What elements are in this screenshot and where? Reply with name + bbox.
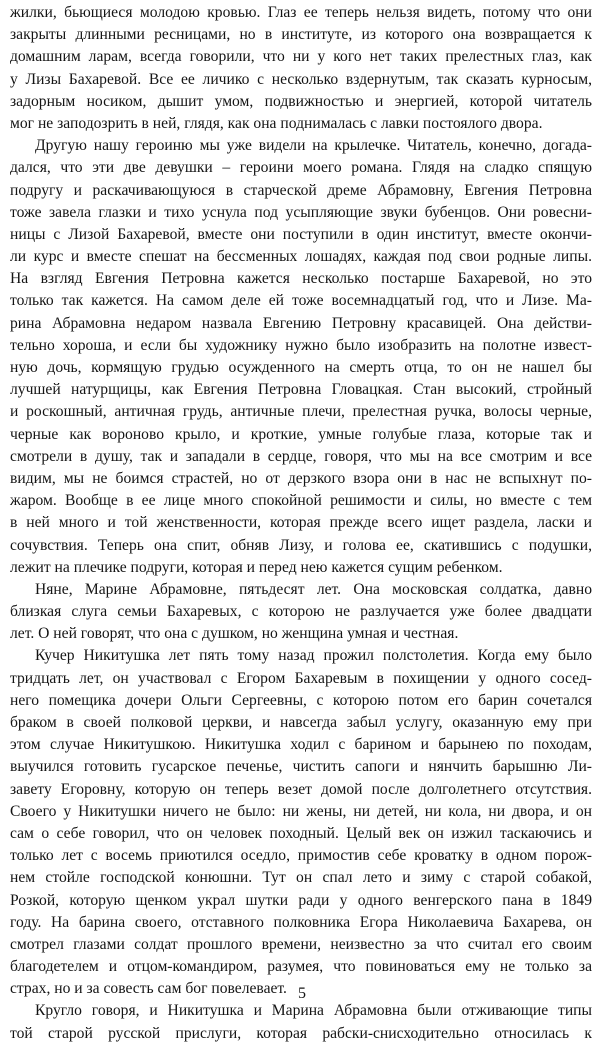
- text-line: завету Егоровну, которую он теперь везет домой после долголетнего отсутствия.: [10, 780, 592, 798]
- text-line: домашним ларам, всегда говорили, что ни у кого нет таких прелестных глаз, как: [10, 48, 592, 66]
- text-line: видим, мы не боимся страстей, но от дерзкого взора они в нас не вспыхнут по-: [10, 469, 592, 487]
- text-line: тоже завела глазки и тихо уснула под усыпляющие звуки бубенцов. Они ровесни-: [10, 203, 592, 221]
- text-line: тридцать лет, он участвовал с Егором Бахаревым в похищении у одного сосед-: [10, 669, 592, 687]
- text-line: той старой русской прислуги, которая рабски-снисходительно относилась к: [10, 1024, 592, 1042]
- text-line: На взгляд Евгения Петровна кажется несколько постарше Бахаревой, но это: [10, 270, 592, 288]
- paragraph: [10, 135, 592, 579]
- text-line: у Лизы Бахаревой. Все ее личико с несколько вздернутым, так сказать курносым,: [10, 70, 592, 88]
- text-line: смотрели в душу, так и западали в сердце, говоря, что мы на все смотрим и все: [10, 447, 592, 465]
- text-line: Няне, Марине Абрамовне, пятьдесят лет. Она московская солдатка, давно: [35, 580, 592, 598]
- text-line: Кучер Никитушка лет пять тому назад прожил полстолетия. Когда ему было: [35, 647, 592, 665]
- body-text: [10, 2, 592, 1045]
- text-line: задорным носиком, дышит умом, подвижностью и энергией, которой читатель: [10, 92, 592, 110]
- text-line: и роскошный, античная грудь, античные плечи, прелестная ручка, волосы черные,: [10, 403, 592, 421]
- text-line: ли курс и вместе спешат на бессменных лошадях, каждая под свои родные липы.: [10, 248, 592, 266]
- text-line: жаром. Вообще в ее лице много спокойной решимости и силы, но вместе с тем: [10, 492, 592, 510]
- page-number: 5: [298, 985, 306, 1002]
- text-line: только так кажется. На самом деле ей тоже восемнадцатый год, что и Лизе. Ма-: [10, 292, 592, 310]
- text-line: благодетелем и отцом-командиром, разумея, что повиноваться ему не только за: [10, 958, 592, 976]
- paragraph: [10, 579, 592, 646]
- text-line: черные как вороново крыло, и кроткие, умные голубые глаза, которые так и: [10, 425, 592, 443]
- text-line: году. На барина своего, отставного полковника Егора Николаевича Бахарева, он: [10, 913, 592, 931]
- text-line: рина Абрамовна недаром назвала Евгению Петровну красавицей. Она действи-: [10, 314, 592, 332]
- text-line: Другую нашу героиню мы уже видели на крылечке. Читатель, конечно, догада-: [35, 137, 592, 155]
- paragraph: [10, 645, 592, 1000]
- text-line: сочувствия. Теперь она спит, обняв Лизу, и голова ее, скатившись с подушки,: [10, 536, 592, 554]
- text-line: Розкой, которую щенком украл шутки ради у одного венгерского пана в 1849: [10, 891, 592, 909]
- text-line: в ней много и той женственности, которая прежде всего ищет раздела, ласки и: [10, 514, 592, 532]
- text-line: тельно хороша, и если бы художнику нужно было изобразить на полотне извест-: [10, 336, 592, 354]
- paragraph: [10, 1000, 592, 1044]
- text-line: мог не заподозрить в ней, глядя, как она поднималась с лавки постоялого двора.: [10, 114, 543, 132]
- text-line: нем стойле господской конюшни. Тут он спал лето и зиму с старой собакой,: [10, 869, 592, 887]
- text-line: дался, что эти две девушки – героини моего романа. Глядя на сладко спящую: [10, 159, 592, 177]
- text-line: закрыты длинными ресницами, но в институте, из которого она возвращается к: [10, 26, 592, 44]
- text-line: страх, но и за совесть сам бог повелевает.: [10, 980, 287, 998]
- text-line: браком в своей полковой церкви, и навсегда забыл услугу, оказанную ему при: [10, 714, 592, 731]
- text-line: лучшей натурщицы, как Евгения Петровна Гловацкая. Стан высокий, стройный: [10, 381, 592, 399]
- text-line: этом случае Никитушкою. Никитушка ходил с барином и барынею по походам,: [10, 736, 592, 754]
- text-line: лет. О ней говорят, что она с душком, но женщина умная и честная.: [10, 625, 459, 643]
- text-line: ную дочь, кормящую грудью осужденного на смерть отца, то он не нашел бы: [10, 359, 592, 376]
- text-line: близкая слуга семьи Бахаревых, с которою не разлучается уже более двадцати: [10, 603, 592, 621]
- text-line: только лет с восемь приютился оседло, примостив себе кроватку в одном порож-: [10, 847, 592, 865]
- text-line: него помещика дочери Ольги Сергеевны, с которою потом его барин сочетался: [10, 691, 592, 709]
- text-line: Своего у Никитушки ничего не было: ни жены, ни детей, ни кола, ни двора, и он: [10, 802, 592, 820]
- text-line: выучился готовить гусарское печенье, чистить сапоги и нянчить барышню Ли-: [10, 758, 592, 776]
- text-line: Кругло говоря, и Никитушка и Марина Абрамовна были отживающие типы: [35, 1002, 592, 1020]
- text-line: жилки, бьющиеся молодою кровью. Глаз ее теперь нельзя видеть, потому что они: [10, 4, 592, 21]
- paragraph: [10, 2, 592, 135]
- text-line: смотрел глазами солдат прошлого времени, неизвестно за что считал его своим: [10, 935, 592, 953]
- text-line: ницы с Лизой Бахаревой, вместе они поступили в один институт, вместе окончи-: [10, 225, 592, 243]
- text-line: сам о себе говорил, что он человек походный. Целый век он изжил таскаючись и: [10, 824, 592, 842]
- text-line: лежит на плечике подруги, которая и перед нею кажется сущим ребенком.: [10, 558, 503, 576]
- text-line: подругу и раскачивающуюся в старческой дреме Абрамовну, Евгения Петровна: [10, 181, 592, 199]
